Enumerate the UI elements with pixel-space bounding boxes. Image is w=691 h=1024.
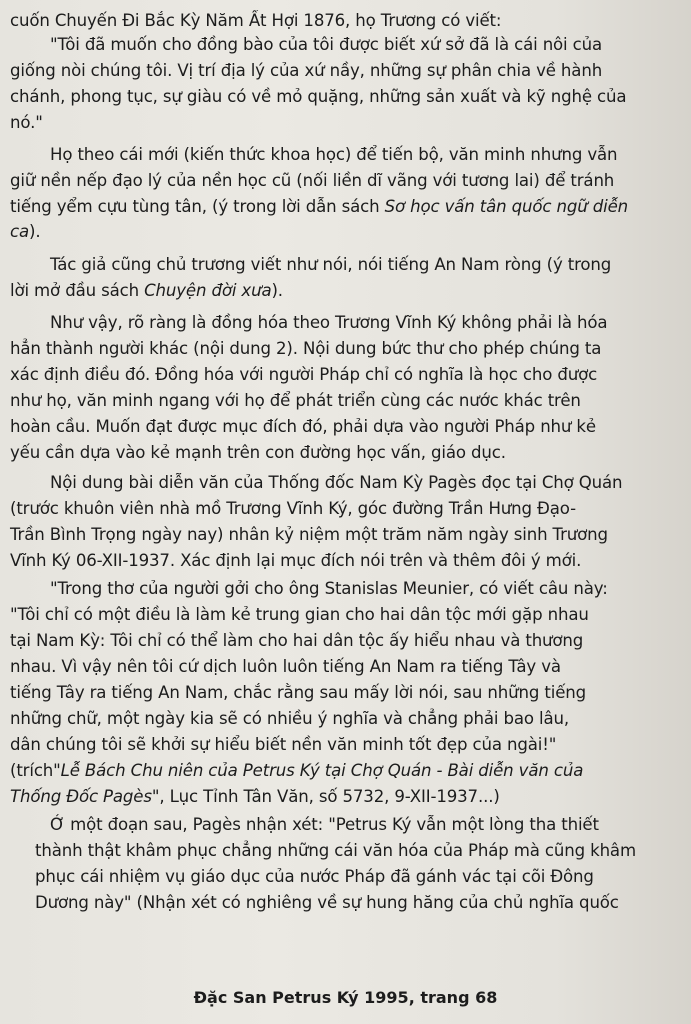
text-segment: Vĩnh Ký 06-XII-1937. Xác định lại mục đích nói trên và thêm đôi ý mới. (10, 551, 582, 570)
text-line (0, 442, 691, 464)
text-segment: lời mở đầu sách (10, 281, 145, 300)
text-line (0, 86, 691, 108)
italic-title: Sơ học vấn tân quốc ngữ diễn (384, 197, 629, 216)
text-segment: ", Lục Tỉnh Tân Văn, số 5732, 9-XII-1937...) (151, 787, 500, 806)
text-segment: Dương này" (Nhận xét có nghiêng về sự hung hăng của chủ nghĩa quốc (35, 893, 619, 912)
text-segment: tiếng yểm cựu tùng tân, (ý trong lời dẫn sách (10, 197, 385, 216)
text-line (0, 60, 691, 82)
text-segment: phục cái nhiệm vụ giáo dục của nước Pháp đã gánh vác tại cõi Đông (35, 867, 594, 886)
text-line (0, 814, 691, 836)
text-segment: (trước khuôn viên nhà mồ Trương Vĩnh Ký, góc đường Trần Hưng Đạo- (10, 499, 576, 518)
text-segment: giống nòi chúng tôi. Vị trí địa lý của xứ nầy, những sự phân chia về hành (10, 61, 603, 80)
text-segment: ). (29, 222, 41, 241)
text-segment: Họ theo cái mới (kiến thức khoa học) để tiến bộ, văn minh nhưng vẫn (50, 145, 618, 164)
text-segment: (trích" (10, 761, 61, 780)
text-line (0, 338, 691, 360)
text-segment: ). (271, 281, 283, 300)
text-segment: giữ nền nếp đạo lý của nền học cũ (nối liền dĩ vãng với tương lai) để tránh (10, 171, 615, 190)
text-line (0, 656, 691, 678)
text-line (0, 630, 691, 652)
text-line (0, 196, 691, 218)
text-line (0, 604, 691, 626)
text-segment: nhau. Vì vậy nên tôi cứ dịch luôn luôn tiếng An Nam ra tiếng Tây và (10, 657, 561, 676)
text-segment: hẳn thành người khác (nội dung 2). Nội dung bức thư cho phép chúng ta (10, 339, 602, 358)
text-line (0, 472, 691, 494)
text-segment: chánh, phong tục, sự giàu có về mỏ quặng, những sản xuất và kỹ nghệ của (10, 87, 627, 106)
text-segment: "Trong thơ của người gởi cho ông Stanislas Meunier, có viết câu này: (50, 579, 608, 598)
italic-title: Lễ Bách Chu niên của Petrus Ký tại Chợ Quán - Bài diễn văn của (60, 761, 584, 780)
text-line (0, 34, 691, 56)
text-line (0, 364, 691, 386)
text-line (0, 734, 691, 756)
text-segment: Tác giả cũng chủ trương viết như nói, nói tiếng An Nam ròng (ý trong (50, 255, 612, 274)
text-line (0, 708, 691, 730)
text-segment: dân chúng tôi sẽ khởi sự hiểu biết nền văn minh tốt đẹp của ngài!" (10, 735, 557, 754)
text-segment: hoàn cầu. Muốn đạt được mục đích đó, phải dựa vào người Pháp như kẻ (10, 417, 596, 436)
text-line (0, 254, 691, 276)
text-line (0, 312, 691, 334)
text-line (0, 221, 691, 243)
text-line (0, 498, 691, 520)
text-line (0, 112, 691, 134)
text-line (0, 550, 691, 572)
text-segment: xác định điều đó. Đồng hóa với người Pháp chỉ có nghĩa là học cho được (10, 365, 598, 384)
text-line (0, 524, 691, 546)
text-segment: Như vậy, rõ ràng là đồng hóa theo Trương Vĩnh Ký không phải là hóa (50, 313, 608, 332)
text-segment: Trần Bình Trọng ngày nay) nhân kỷ niệm một trăm năm ngày sinh Trương (10, 525, 608, 544)
text-line (0, 170, 691, 192)
text-line (0, 578, 691, 600)
text-line (0, 760, 691, 782)
text-segment: yếu cần dựa vào kẻ mạnh trên con đường học vấn, giáo dục. (10, 443, 506, 462)
text-segment: tiếng Tây ra tiếng An Nam, chắc rằng sau mấy lời nói, sau những tiếng (10, 683, 587, 702)
text-line (0, 416, 691, 438)
text-line (0, 144, 691, 166)
text-line (0, 10, 691, 32)
italic-title: Chuyện đời xưa (144, 281, 272, 300)
text-segment: "Tôi chỉ có một điều là làm kẻ trung gian cho hai dân tộc mới gặp nhau (10, 605, 589, 624)
text-line (0, 892, 691, 914)
text-segment: "Tôi đã muốn cho đồng bào của tôi được biết xứ sở đã là cái nôi của (50, 35, 603, 54)
text-segment: cuốn Chuyến Đi Bắc Kỳ Năm Ất Hợi 1876, họ Trương có viết: (10, 11, 502, 30)
text-line (0, 866, 691, 888)
italic-title: Thống Đốc Pagès (10, 787, 152, 806)
text-line (0, 390, 691, 412)
text-segment: tại Nam Kỳ: Tôi chỉ có thể làm cho hai dân tộc ấy hiểu nhau và thương (10, 631, 584, 650)
text-segment: Ở một đoạn sau, Pagès nhận xét: "Petrus Ký vẫn một lòng tha thiết (50, 815, 599, 834)
italic-title: ca (10, 222, 29, 241)
text-line (0, 280, 691, 302)
page-footer: Đặc San Petrus Ký 1995, trang 68 (193, 988, 498, 1007)
text-segment: những chữ, một ngày kia sẽ có nhiều ý nghĩa và chẳng phải bao lâu, (10, 709, 569, 728)
text-segment: như họ, văn minh ngang với họ để phát triển cùng các nước khác trên (10, 391, 581, 410)
text-line (0, 840, 691, 862)
text-line (0, 682, 691, 704)
text-segment: thành thật khâm phục chẳng những cái văn hóa của Pháp mà cũng khâm (35, 841, 636, 860)
text-line (0, 786, 691, 808)
text-segment: Nội dung bài diễn văn của Thống đốc Nam Kỳ Pagès đọc tại Chợ Quán (50, 473, 623, 492)
text-segment: nó." (10, 113, 43, 132)
